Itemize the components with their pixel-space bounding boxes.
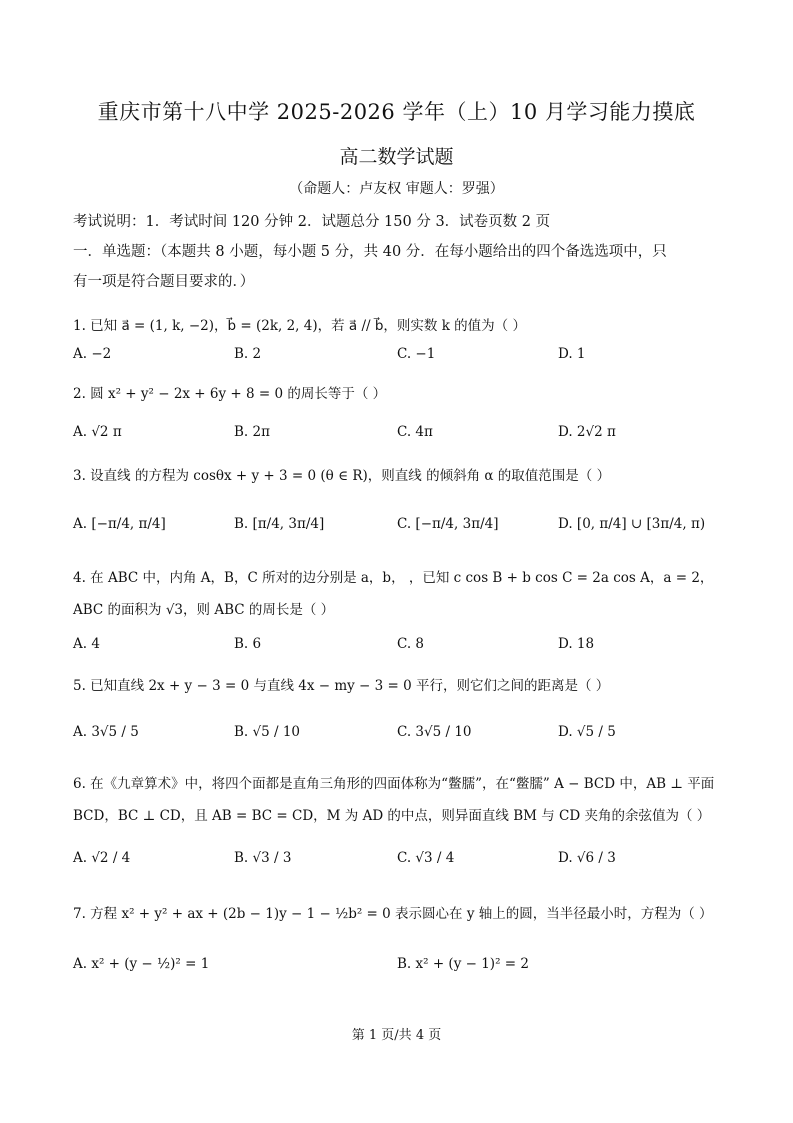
question-2-stem: 2. 圆 x² + y² − 2x + 6y + 8 = 0 的周长等于（ ）	[73, 386, 387, 402]
authors-line: （命题人：卢友权 审题人：罗强）	[289, 181, 504, 197]
section-heading-line2: 有一项是符合题目要求的．）	[73, 274, 255, 290]
question-5-option-d: D. √5 / 5	[558, 724, 616, 740]
question-4-stem-line2: ABC 的面积为 √3，则 ABC 的周长是（ ）	[73, 602, 335, 618]
question-4-option-b: B. 6	[234, 636, 262, 652]
question-2-option-c: C. 4π	[397, 424, 433, 440]
exam-notes: 考试说明：1．考试时间 120 分钟 2．试题总分 150 分 3．试卷页数 2 页	[73, 214, 551, 230]
question-2-option-a: A. √2 π	[73, 424, 122, 440]
page-subtitle: 高二数学试题	[339, 146, 454, 168]
question-4-option-d: D. 18	[558, 636, 595, 652]
question-6-option-d: D. √6 / 3	[558, 850, 616, 866]
question-3-option-a: A. [−π/4, π/4]	[73, 516, 166, 532]
question-7-option-a: A. x² + (y − ½)² = 1	[73, 956, 210, 972]
question-1-stem: 1. 已知 a⃗ = (1, k, −2)，b⃗ = (2k, 2, 4)，若 a⃗ // b⃗，则实数 k 的值为（ ）	[73, 318, 526, 334]
question-5-stem: 5. 已知直线 2x + y − 3 = 0 与直线 4x − my − 3 = 0 平行，则它们之间的距离是（ ）	[73, 678, 610, 694]
question-4-option-c: C. 8	[397, 636, 425, 652]
question-6-option-b: B. √3 / 3	[234, 850, 292, 866]
page-footer: 第 1 页/共 4 页	[351, 1028, 442, 1043]
question-2-option-d: D. 2√2 π	[558, 424, 616, 440]
question-3-option-c: C. [−π/4, 3π/4]	[397, 516, 499, 532]
question-6-option-a: A. √2 / 4	[73, 850, 131, 866]
question-1-option-c: C. −1	[397, 346, 436, 362]
question-5-option-a: A. 3√5 / 5	[73, 724, 139, 740]
question-7-option-b: B. x² + (y − 1)² = 2	[397, 956, 529, 972]
question-7-stem: 7. 方程 x² + y² + ax + (2b − 1)y − 1 − ½b² = 0 表示圆心在 y 轴上的圆，当半径最小时，方程为（ ）	[73, 906, 713, 922]
question-6-stem-line2: BCD，BC ⊥ CD，且 AB = BC = CD，M 为 AD 的中点，则异面直线 BM 与 CD 夹角的余弦值为（ ）	[73, 808, 711, 824]
question-1-option-b: B. 2	[234, 346, 262, 362]
question-6-option-c: C. √3 / 4	[397, 850, 455, 866]
section-heading-line1: 一．单选题：（本题共 8 小题，每小题 5 分，共 40 分．在每小题给出的四个备选选项中，只	[73, 244, 667, 260]
page-title: 重庆市第十八中学 2025-2026 学年（上）10 月学习能力摸底	[97, 100, 696, 124]
question-6-stem: 6. 在《九章算术》中，将四个面都是直角三角形的四面体称为“鳖臑”，在“鳖臑” A − BCD 中，AB ⊥ 平面	[73, 776, 715, 792]
question-3-option-b: B. [π/4, 3π/4]	[234, 516, 325, 532]
question-5-option-c: C. 3√5 / 10	[397, 724, 472, 740]
question-3-stem: 3. 设直线 的方程为 cosθx + y + 3 = 0 (θ ∈ R)，则直线 的倾斜角 α 的取值范围是（ ）	[73, 468, 611, 484]
question-1-option-d: D. 1	[558, 346, 586, 362]
question-1-option-a: A. −2	[73, 346, 112, 362]
question-4-stem: 4. 在 ABC 中，内角 A，B，C 所对的边分别是 a，b， ，已知 c cos B + b cos C = 2a cos A，a = 2，	[73, 570, 714, 586]
question-2-option-b: B. 2π	[234, 424, 270, 440]
question-4-option-a: A. 4	[73, 636, 100, 652]
question-3-option-d: D. [0, π/4] ∪ [3π/4, π)	[558, 516, 706, 532]
question-5-option-b: B. √5 / 10	[234, 724, 301, 740]
